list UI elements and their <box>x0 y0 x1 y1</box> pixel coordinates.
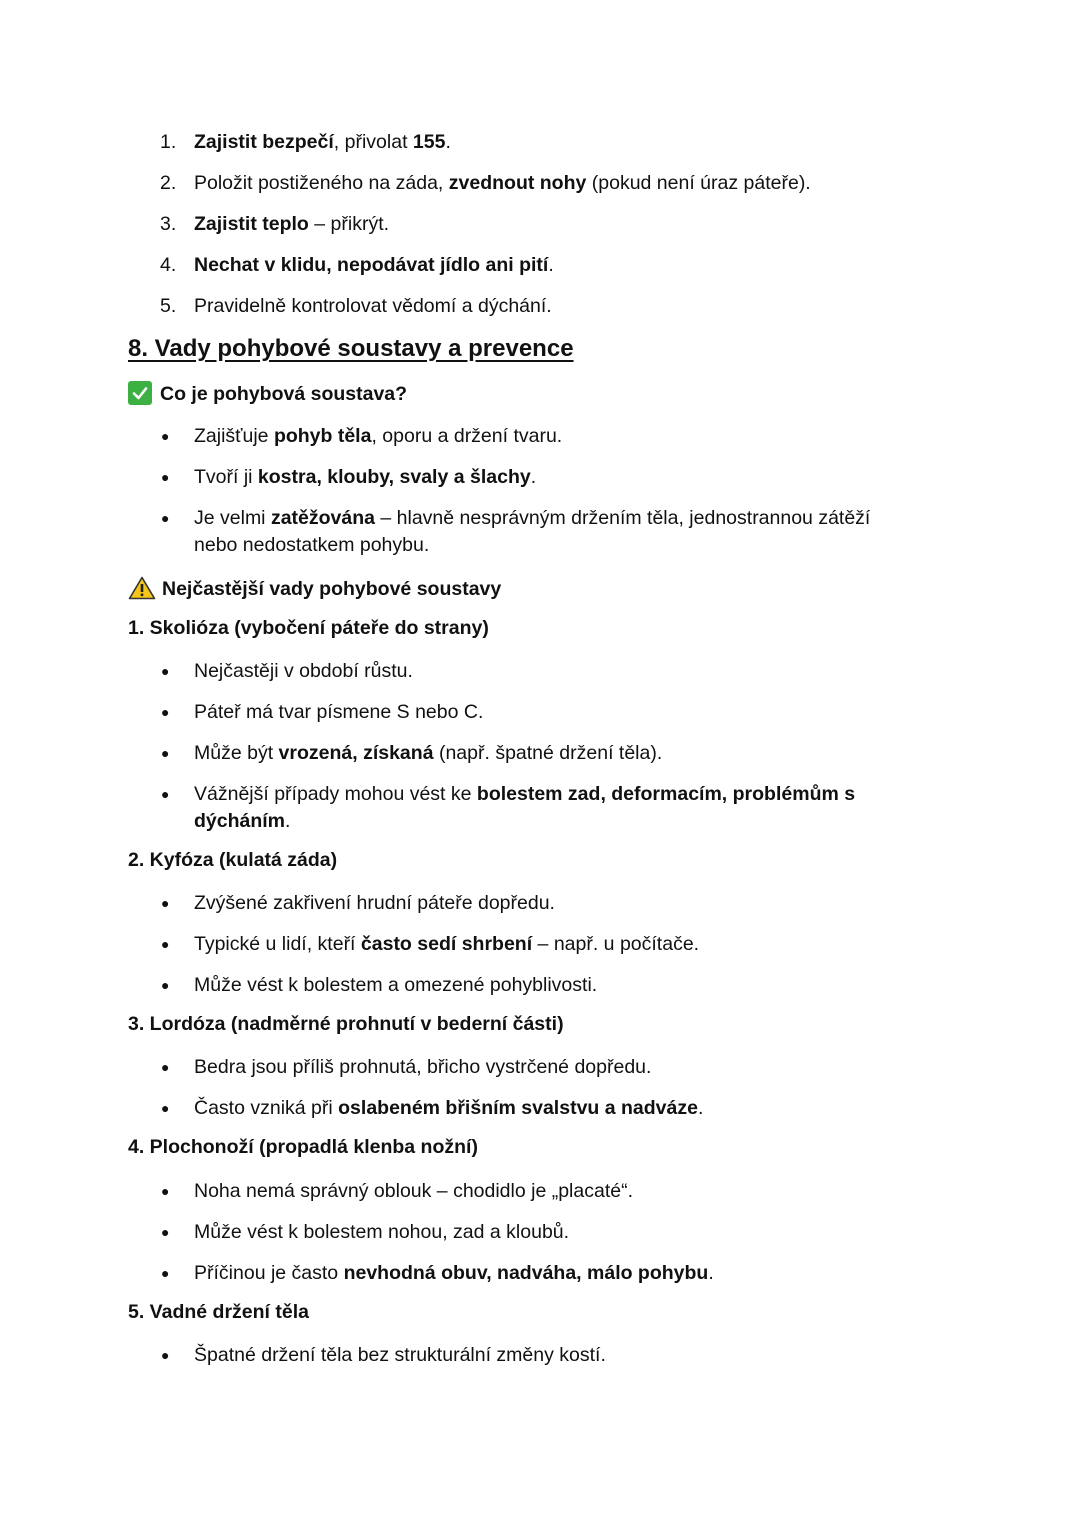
bullet-icon: ● <box>161 1224 170 1240</box>
bullet-text <box>194 658 413 685</box>
bold-text: Zajistit bezpečí <box>194 131 334 153</box>
subheading-text: Co je pohybová soustava? <box>160 383 408 405</box>
bullet-text <box>194 1342 606 1369</box>
text: Páteř má tvar písmene S nebo C. <box>194 701 484 723</box>
text: Zajišťuje <box>194 425 274 447</box>
bullet-icon: ● <box>161 1265 170 1281</box>
section-title: 8. Vady pohybové soustavy a prevence <box>128 335 574 362</box>
bold-text: často sedí shrbení <box>360 933 533 955</box>
text: . <box>697 1097 704 1119</box>
item-text <box>194 129 451 156</box>
bold-text: bolestem zad, deformacím, problémům s dýcháním <box>194 783 856 832</box>
defect-title: 3. Lordóza (nadměrné prohnutí v bederní části) <box>128 1013 564 1035</box>
bullet-icon: ● <box>161 663 170 679</box>
bullet-text <box>194 931 699 958</box>
item-text <box>194 170 811 197</box>
text: Zvýšené zakřivení hrudní páteře dopředu. <box>194 892 555 914</box>
text: Je velmi <box>194 507 271 529</box>
text: Může být <box>194 742 279 764</box>
bullet-icon: ● <box>161 786 170 802</box>
text: Typické u lidí, kteří <box>194 933 361 955</box>
defect-title: 5. Vadné držení těla <box>128 1301 309 1323</box>
bullet-text <box>194 1260 714 1287</box>
bullet-text <box>194 699 483 726</box>
bullet-icon: ● <box>161 745 170 761</box>
bullet-text <box>194 1054 651 1081</box>
subheading-text: Nejčastější vady pohybové soustavy <box>162 578 502 600</box>
bullet-text <box>194 464 536 491</box>
text: , oporu a držení tvaru. <box>371 425 563 447</box>
subheading-common-defects <box>128 576 501 601</box>
bullet-text <box>194 505 914 559</box>
text: , přivolat <box>333 131 413 153</box>
bold-text: Nechat v klidu, nepodávat jídlo ani pití <box>194 254 549 276</box>
bold-text: kostra, klouby, svaly a šlachy <box>257 466 531 488</box>
item-text <box>194 252 554 279</box>
check-icon <box>128 381 152 405</box>
bold-text: zatěžována <box>270 507 375 529</box>
text: – přikrýt. <box>308 213 390 235</box>
text: Může vést k bolestem a omezené pohyblivosti. <box>194 974 598 996</box>
item-text <box>194 211 389 238</box>
defect-title: 2. Kyfóza (kulatá záda) <box>128 849 338 871</box>
text: Pravidelně kontrolovat vědomí a dýchání. <box>194 295 552 317</box>
text: Nejčastěji v období růstu. <box>194 660 413 682</box>
text: (např. špatné držení těla). <box>433 742 663 764</box>
text: Může vést k bolestem nohou, zad a kloubů. <box>194 1221 570 1243</box>
bullet-text <box>194 1178 633 1205</box>
bullet-text <box>194 1219 569 1246</box>
bullet-icon: ● <box>161 1100 170 1116</box>
bullet-text <box>194 890 555 917</box>
text: . <box>548 254 554 276</box>
bullet-icon: ● <box>161 977 170 993</box>
text: Špatné držení těla bez strukturální změny kostí. <box>194 1344 606 1366</box>
item-number: 4. <box>160 254 177 276</box>
text: . <box>285 810 291 832</box>
item-number: 3. <box>160 213 177 235</box>
bold-text: nevhodná obuv, nadváha, málo pohybu <box>343 1262 709 1284</box>
bold-text: pohyb těla <box>273 425 372 447</box>
bullet-text <box>194 423 562 450</box>
bullet-icon: ● <box>161 704 170 720</box>
bullet-icon: ● <box>161 510 170 526</box>
item-number: 1. <box>160 131 177 153</box>
bold-text: zvednout nohy <box>448 172 587 194</box>
bold-text: 155 <box>412 131 446 153</box>
bullet-text <box>194 740 662 767</box>
text: Vážnější případy mohou vést ke <box>194 783 477 805</box>
bold-text: vrozená, získaná <box>278 742 434 764</box>
subheading-what-is <box>128 381 407 406</box>
bullet-icon: ● <box>161 469 170 485</box>
text: – hlavně nesprávným držením těla, jednostrannou zátěží nebo nedostatkem pohybu. <box>194 507 871 556</box>
item-text <box>194 293 552 320</box>
item-number: 2. <box>160 172 177 194</box>
bullet-icon: ● <box>161 1183 170 1199</box>
text: Noha nemá správný oblouk – chodidlo je „placaté“. <box>194 1180 634 1202</box>
bullet-icon: ● <box>161 895 170 911</box>
bold-text: Zajistit teplo <box>194 213 309 235</box>
defect-title: 4. Plochonoží (propadlá klenba nožní) <box>128 1136 478 1158</box>
bullet-text <box>194 1095 703 1122</box>
text: . <box>530 466 537 488</box>
text: – např. u počítače. <box>532 933 700 955</box>
text: . <box>445 131 451 153</box>
bullet-icon: ● <box>161 936 170 952</box>
bold-text: oslabeném břišním svalstvu a nadváze <box>338 1097 698 1119</box>
bullet-icon: ● <box>161 1347 170 1363</box>
text: Často vzniká při <box>194 1097 339 1119</box>
item-number: 5. <box>160 295 177 317</box>
text: Tvoří ji <box>194 466 258 488</box>
text: Položit postiženého na záda, <box>194 172 449 194</box>
text: (pokud není úraz páteře). <box>586 172 811 194</box>
text: Bedra jsou příliš prohnutá, břicho vystrčené dopředu. <box>194 1056 652 1078</box>
text: . <box>708 1262 714 1284</box>
text: Příčinou je často <box>194 1262 344 1284</box>
defect-title: 1. Skolióza (vybočení páteře do strany) <box>128 617 489 639</box>
bullet-icon: ● <box>161 428 170 444</box>
warning-icon <box>128 576 156 600</box>
bullet-icon: ● <box>161 1059 170 1075</box>
bullet-text <box>194 781 914 835</box>
bullet-text <box>194 972 597 999</box>
